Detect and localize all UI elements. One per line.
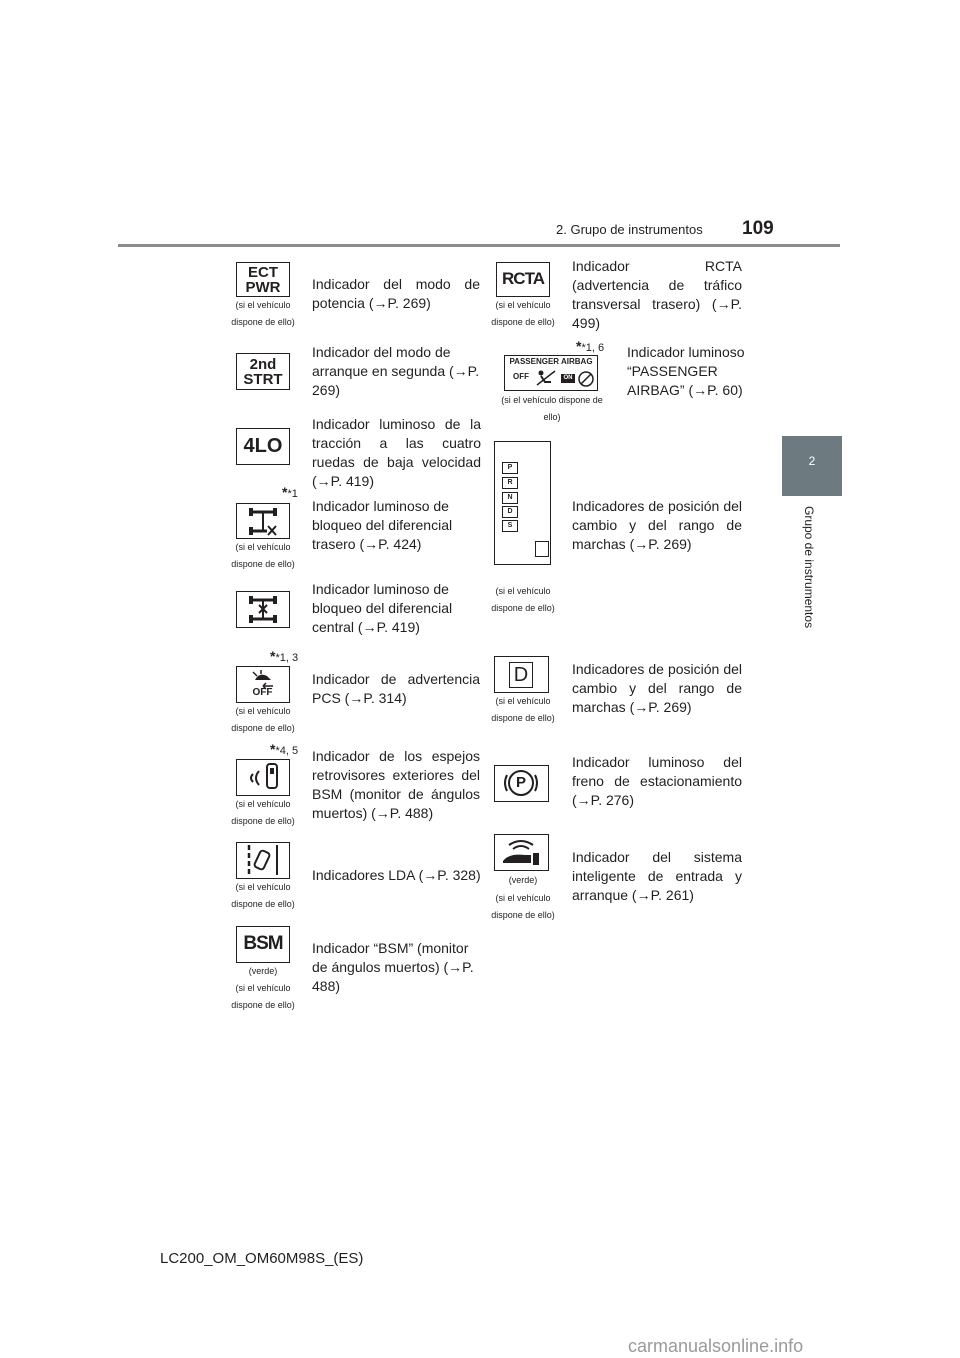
chapter-number: 2 bbox=[808, 454, 816, 468]
item-second-start: Indicador del modo de arranque en segunda (→P. 269) bbox=[312, 344, 480, 398]
item-four-lo: Indicador luminoso de la tracción a las cuatro ruedas de baja velocidad (→P. 419) bbox=[312, 416, 481, 489]
optional-note: (si el vehículo dispone de ello) bbox=[491, 893, 555, 920]
footnote-mark: **1, 3 bbox=[270, 648, 299, 664]
four-lo-icon: 4LO bbox=[236, 428, 290, 465]
chapter-label: Grupo de instrumentos bbox=[802, 506, 816, 629]
optional-note: (si el vehículo dispone de ello) bbox=[231, 882, 295, 909]
second-start-icon: 2nd STRT bbox=[236, 353, 290, 390]
document-code: LC200_OM_OM60M98S_(ES) bbox=[160, 1250, 364, 1267]
shift-p: P bbox=[502, 462, 518, 474]
shift-n: N bbox=[502, 492, 518, 504]
airbag-off-label: OFF bbox=[513, 372, 529, 381]
optional-note: (si el vehículo dispone de ello) bbox=[231, 799, 295, 826]
gear-d-label: D bbox=[509, 662, 533, 688]
smart-entry-icon bbox=[494, 834, 549, 871]
optional-note: (si el vehículo dispone de ello) bbox=[501, 395, 603, 422]
bsm-mirror-icon bbox=[236, 759, 290, 796]
watermark: carmanualsonline.info bbox=[628, 1336, 804, 1356]
pcs-icon bbox=[236, 666, 290, 703]
item-passenger-airbag: Indicador luminoso “PASSENGER AIRBAG” (→P. 60) bbox=[627, 344, 745, 398]
footnote-mark: **1 bbox=[282, 484, 298, 500]
footnote-mark: **4, 5 bbox=[270, 741, 299, 757]
shift-position-icon bbox=[494, 441, 551, 565]
optional-note: (si el vehículo dispone de ello) bbox=[491, 586, 555, 613]
page-number: 109 bbox=[742, 218, 774, 239]
green-note: (verde) bbox=[248, 966, 278, 976]
airbag-on-person-icon bbox=[577, 370, 595, 388]
ect-pwr-icon: ECT PWR bbox=[236, 262, 290, 297]
shift-d: D bbox=[502, 506, 518, 518]
lda-icon bbox=[236, 842, 290, 879]
optional-note: (si el vehículo dispone de ello) bbox=[231, 542, 295, 569]
center-diff-lock-icon bbox=[236, 591, 290, 628]
item-bsm: Indicador “BSM” (monitor de ángulos muertos) (→P. 488) bbox=[312, 940, 474, 994]
rcta-icon: RCTA bbox=[496, 262, 550, 297]
rear-diff-lock-icon bbox=[236, 503, 290, 539]
optional-note: (si el vehículo dispone de ello) bbox=[231, 706, 295, 733]
item-smart-entry: Indicador del sistema inteligente de entrada y arranque (→P. 261) bbox=[572, 849, 742, 903]
footnote-mark: **1, 6 bbox=[576, 338, 605, 354]
airbag-person-icon bbox=[535, 369, 557, 387]
gear-range-icon bbox=[535, 541, 549, 557]
parking-p-label: P bbox=[515, 774, 526, 791]
pcs-off-label: OFF bbox=[252, 687, 273, 698]
shift-s: S bbox=[502, 520, 518, 532]
item-parking-brake: Indicador luminoso del freno de estacionamiento (→P. 276) bbox=[572, 754, 742, 808]
optional-note: (si el vehículo dispone de ello) bbox=[231, 983, 295, 1010]
parking-brake-icon bbox=[494, 765, 549, 802]
airbag-on-label: ON bbox=[561, 374, 575, 383]
gear-d-icon bbox=[494, 656, 549, 693]
item-lda: Indicadores LDA (→P. 328) bbox=[312, 867, 481, 883]
header-rule bbox=[118, 244, 840, 247]
optional-note: (si el vehículo dispone de ello) bbox=[491, 300, 555, 327]
item-pcs: Indicador de advertencia PCS (→P. 314) bbox=[312, 671, 480, 706]
green-note: (verde) bbox=[508, 875, 538, 885]
optional-note: (si el vehículo dispone de ello) bbox=[231, 300, 295, 327]
item-rear-diff-lock: Indicador luminoso de bloqueo del diferencial trasero (→P. 424) bbox=[312, 498, 453, 552]
item-center-diff-lock: Indicador luminoso de bloqueo del diferencial central (→P. 419) bbox=[312, 581, 453, 635]
item-shift-range-1: Indicadores de posición del cambio y del rango de marchas (→P. 269) bbox=[572, 498, 742, 552]
section-title: 2. Grupo de instrumentos bbox=[556, 222, 703, 237]
passenger-airbag-icon: PASSENGER AIRBAG OFF ON bbox=[504, 355, 598, 391]
item-shift-range-2: Indicadores de posición del cambio y del rango de marchas (→P. 269) bbox=[572, 661, 742, 715]
shift-r: R bbox=[502, 477, 518, 489]
item-bsm-mirror: Indicador de los espejos retrovisores exteriores del BSM (monitor de ángulos muertos) (→P. 488) bbox=[312, 748, 480, 821]
bsm-icon: BSM bbox=[236, 926, 290, 963]
item-ect-pwr: Indicador del modo de potencia (→P. 269) bbox=[312, 276, 480, 311]
item-rcta: Indicador RCTA (advertencia de tráfico transversal trasero) (→P. 499) bbox=[572, 258, 742, 331]
optional-note: (si el vehículo dispone de ello) bbox=[491, 696, 555, 723]
